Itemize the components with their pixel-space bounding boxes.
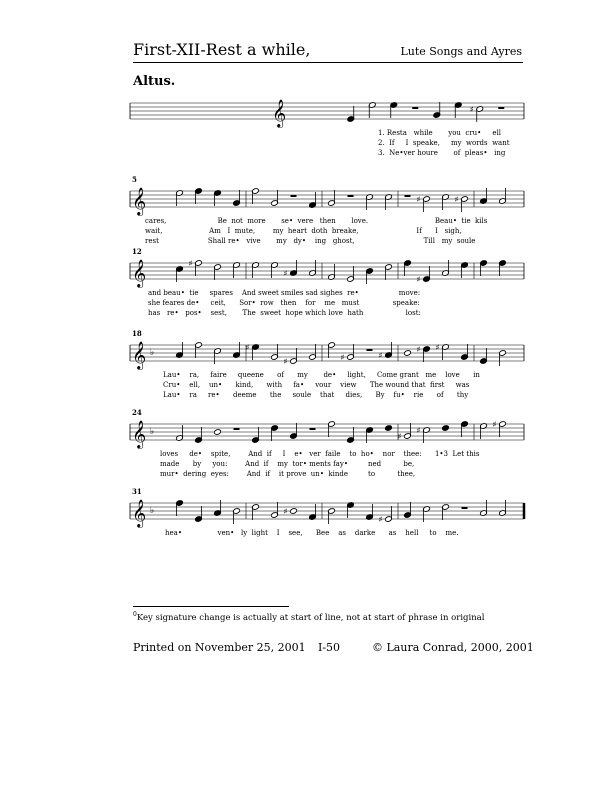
accidental-sharp: ♯ [492,420,497,429]
accidental-sharp: ♯ [454,195,459,204]
lyric-line: wait, Am I mute, my heart doth breake, If I sigh, [145,227,462,235]
measure-number: 24 [132,408,142,417]
lyric-line: she feares de• ceit, Sor• row then for me must speake: [148,299,420,307]
lyric-line: mur• dering eyes: And if it prove un• kinde to thee, [160,470,416,478]
key-signature-flat: ♭ [150,427,155,437]
treble-clef: 𝄞 [132,499,147,527]
accidental-sharp: ♯ [416,275,421,284]
collection-name: Lute Songs and Ayres [400,45,522,58]
staff-system [128,414,530,454]
accidental-sharp: ♯ [245,343,250,352]
rest [348,195,354,197]
key-signature-flat: ♭ [150,348,155,358]
measure-number: 12 [132,247,142,256]
footnote [133,611,484,623]
staff-system [128,93,530,133]
treble-clef: 𝄞 [132,420,147,448]
voice-part-label: Altus. [133,74,176,89]
lyric-line: Cru• ell, un• kind, with fa• vour view The wound that first was [163,381,470,389]
lyric-line: has re• pos• sest, The sweet hope which love hath lost: [148,309,421,317]
lyric-line: 3. Ne•ver houre of pleas• ing [378,149,506,157]
rest [498,107,504,109]
lyric-line: Lau• ra, faire queene of my de• light, Come grant me love in [163,371,480,379]
note-head [404,350,412,357]
page-number: I-50 [318,641,341,654]
copyright: © Laura Conrad, 2000, 2001 [372,641,534,654]
measure-number: 18 [132,329,142,338]
lyric-line: cares, Be not more se• vere then love. Beau• tie kils [145,217,488,225]
treble-clef: 𝄞 [132,341,147,369]
measure-number: 5 [132,175,137,184]
lyric-line: loves de• spite, And if I e• ver faile to ho• nor thee: 1•3 Let this [160,450,480,458]
accidental-sharp: ♯ [283,507,288,516]
page-title: First-XII-Rest a while, [133,40,311,59]
treble-clef: 𝄞 [272,99,287,127]
rest [310,428,316,430]
lyric-line: rest Shall re• vive my dy• ing ghost, Till my soule [145,237,476,245]
accidental-sharp: ♯ [283,357,288,366]
accidental-sharp: ♯ [416,345,421,354]
rest [462,507,468,509]
footnote-rule [133,606,289,607]
note-head [290,508,298,515]
accidental-sharp: ♯ [283,269,288,278]
accidental-sharp: ♯ [416,195,421,204]
staff-system [128,335,530,375]
accidental-sharp: ♯ [340,353,345,362]
header-rule [133,62,523,63]
staff-system [128,493,530,533]
rest [291,195,297,197]
accidental-sharp: ♯ [416,426,421,435]
rest [412,107,418,109]
measure-number: 31 [132,487,142,496]
accidental-sharp: ♯ [188,259,193,268]
treble-clef: 𝄞 [132,187,147,215]
key-signature-flat: ♭ [150,506,155,516]
lyric-line: 2. If I speake, my words want [378,139,510,147]
rest [367,349,373,351]
treble-clef: 𝄞 [132,259,147,287]
accidental-sharp: ♯ [378,351,383,360]
print-date: Printed on November 25, 2001 [133,641,306,654]
rest [234,428,240,430]
footnote-mark: 0 [133,611,137,618]
lyric-line: 1. Resta while you cru• ell [378,129,502,137]
accidental-sharp: ♯ [469,105,474,114]
lyric-line: and beau• tie spares And sweet smiles sad sighes re• move: [148,289,421,297]
note-head [442,425,450,432]
note-head [214,429,222,436]
accidental-sharp: ♯ [435,343,440,352]
staff-system [128,181,530,221]
accidental-sharp: ♯ [397,432,402,441]
rest [405,195,411,197]
lyric-line: Lau• ra re• deeme the soule that dies, By fu• rie of thy [163,391,469,399]
lyric-line: hea• ven• ly light I see, Bee as darke as hell to me. [165,529,459,537]
lyric-line: made by you: And if my tor• ments fay• ned be, [160,460,415,468]
footnote-text: Key signature change is actually at start of line, not at start of phrase in original [136,612,485,623]
note-head [385,425,393,432]
staff-system [128,253,530,293]
accidental-sharp: ♯ [378,515,383,524]
